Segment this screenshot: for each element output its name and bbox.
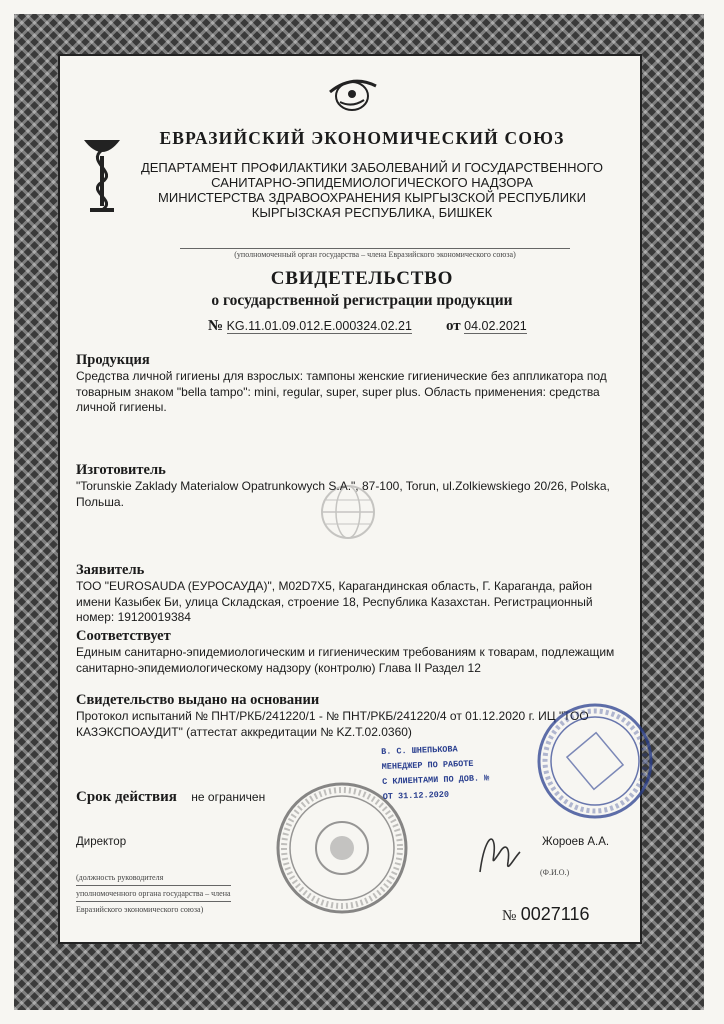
section-product: [76, 352, 628, 416]
product-text: Средства личной гигиены для взрослых: тампоны женские гигиенические без аппликатора под товарным знаком "bella tampo": mini, regular, super, super plus. Область применения: средства личной гигиены.: [76, 369, 607, 414]
applicant-text: ТОО "EUROSAUDA (ЕУРОСАУДА)", M02D7X5, Карагандинская область, Г. Караганда, район имени Казыбек Би, улица Складская, строение 18, Республика Казахстан. Регистрационный номер: 19120019384: [76, 579, 593, 624]
director-name: Жороев А.А.: [542, 836, 610, 848]
complies-text: Единым санитарно-эпидемиологическим и гигиеническим требованиям к товарам, подлежащим санитарно-эпидемиологическому надзору (контролю) Глава II Раздел 12: [76, 645, 615, 675]
footnote-line: (должность руководителя: [76, 870, 231, 886]
position-footnote: [76, 870, 231, 917]
section-complies: [76, 628, 628, 676]
stamp-line: МЕНЕДЖЕР ПО РАБОТЕ: [381, 758, 474, 772]
department-line: САНИТАРНО-ЭПИДЕМИОЛОГИЧЕСКОГО НАДЗОРА: [211, 175, 533, 190]
serial-number: [502, 904, 590, 925]
product-heading: Продукция: [76, 352, 150, 368]
validity-row: [76, 788, 265, 806]
validity-label: Срок действия: [76, 789, 177, 805]
footnote-line: Евразийского экономического союза): [76, 905, 204, 914]
serial-label: №: [502, 908, 517, 924]
manager-stamp: [381, 739, 553, 809]
applicant-heading: Заявитель: [76, 562, 145, 578]
eaeu-logo-icon: [322, 72, 382, 114]
department-block: [112, 160, 632, 220]
date-label: от: [446, 318, 461, 334]
basis-text: Протокол испытаний № ПНТ/РКБ/241220/1 - № ПНТ/РКБ/241220/4 от 01.12.2020 г. ИЦ "ТОО КАЗЭКСПОАУДИТ" (аттестат аккредитации № KZ.T.02.0360): [76, 709, 589, 739]
stamp-line: С КЛИЕНТАМИ ПО ДОВ. №: [382, 773, 490, 787]
director-label: Директор: [76, 836, 127, 848]
department-line: МИНИСТЕРСТВА ЗДРАВООХРАНЕНИЯ КЫРГЫЗСКОЙ РЕСПУБЛИКИ: [158, 190, 586, 205]
authority-note: (уполномоченный орган государства – члена Евразийского экономического союза): [234, 250, 516, 259]
certificate-subtitle: о государственной регистрации продукции: [211, 292, 513, 309]
certificate-title: СВИДЕТЕЛЬСТВО: [270, 268, 454, 289]
authority-underline: [180, 248, 570, 249]
stamp-line: В. С. ШНЕПЬКОВА: [381, 744, 458, 757]
date-value: 04.02.2021: [464, 319, 527, 333]
number-label: №: [208, 318, 224, 334]
stamp-line: ОТ 31.12.2020: [382, 789, 450, 802]
number-value: KG.11.01.09.012.E.000324.02.21: [226, 319, 412, 333]
validity-value: не ограничен: [191, 790, 266, 804]
signature-icon: [470, 822, 530, 882]
certificate-number: [208, 318, 412, 335]
globe-watermark-icon: [318, 482, 378, 542]
manufacturer-heading: Изготовитель: [76, 462, 166, 478]
serial-value: 0027116: [520, 904, 590, 924]
basis-heading: Свидетельство выдано на основании: [76, 692, 320, 708]
union-title: ЕВРАЗИЙСКИЙ ЭКОНОМИЧЕСКИЙ СОЮЗ: [159, 128, 565, 148]
manufacturer-text: "Torunskie Zaklady Materialow Opatrunkowych S.A.", 87-100, Torun, ul.Zolkiewskiego 20/26, Polska, Польша.: [76, 479, 610, 509]
certificate-date: [446, 318, 527, 335]
section-applicant: [76, 562, 628, 626]
blue-company-seal-icon: [534, 700, 656, 822]
department-line: ДЕПАРТАМЕНТ ПРОФИЛАКТИКИ ЗАБОЛЕВАНИЙ И ГОСУДАРСТВЕННОГО: [140, 160, 604, 175]
complies-heading: Соответствует: [76, 628, 171, 644]
department-line: КЫРГЫЗСКАЯ РЕСПУБЛИКА, БИШКЕК: [251, 205, 493, 220]
fio-label: (Ф.И.О.): [540, 868, 570, 877]
footnote-line: уполномоченного органа государства – члена: [76, 886, 231, 902]
